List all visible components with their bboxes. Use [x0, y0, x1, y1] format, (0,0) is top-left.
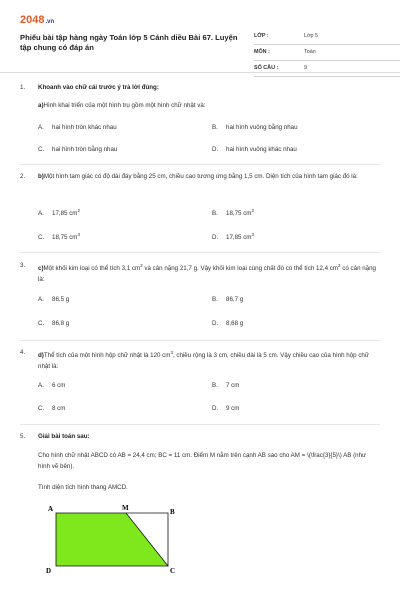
q3-option-d[interactable]: D. 8,68 g [212, 320, 244, 327]
divider [20, 252, 380, 253]
q4-option-a[interactable]: A. 6 cm [38, 382, 66, 389]
q4-option-d[interactable]: D. 9 cm [212, 405, 240, 412]
question-5-heading: Giải bài toán sau: [38, 433, 90, 440]
q3-option-a[interactable]: A. 86,5 g [38, 296, 70, 303]
q1-option-b[interactable]: B. hai hình vuông bằng nhau [212, 124, 298, 131]
page-header [20, 14, 380, 71]
meta-table [254, 29, 400, 77]
label-b: B [170, 508, 175, 516]
q1-option-d[interactable]: D. hai hình vuông khác nhau [212, 146, 297, 153]
divider [20, 164, 380, 165]
trapezoid-figure [40, 500, 190, 580]
q1-option-a[interactable]: A. hai hình tròn khác nhau [38, 124, 117, 131]
q1-option-c[interactable]: C. hai hình tròn bằng nhau [38, 146, 118, 153]
header-divider [0, 72, 400, 73]
worksheet-title: Phiếu bài tập hàng ngày Toán lớp 5 Cánh diều Bài 67. Luyện tập chung có đáp án [20, 33, 238, 52]
q3-option-b[interactable]: B. 86,7 g [212, 296, 244, 303]
question-1-heading: Khoanh vào chữ cái trước ý trả lời đúng: [38, 84, 159, 91]
label-c: C [170, 567, 176, 575]
meta-row-class: LỚP : Lớp 5 [254, 29, 400, 45]
q2-option-b[interactable]: B. 18,75 $cm^2$ [212, 208, 254, 218]
label-a: A [48, 505, 54, 513]
q2-option-d[interactable]: D. 17,85 $cm^3$ [212, 232, 254, 242]
trapezoid-amcd [56, 513, 168, 566]
divider [20, 424, 380, 425]
site-logo[interactable]: 2048.vn [20, 14, 55, 26]
q4-option-c[interactable]: C. 8 cm [38, 405, 66, 412]
divider [20, 340, 380, 341]
meta-row-subject: MÔN : Toán [254, 45, 400, 61]
q3-option-c[interactable]: C. 86,8 g [38, 320, 70, 327]
q4-option-b[interactable]: B. 7 cm [212, 382, 240, 389]
label-d: D [46, 567, 52, 575]
meta-row-count: SỐ CÂU : 9 [254, 61, 400, 77]
q2-option-a[interactable]: A. 17,85 $cm^2$ [38, 208, 80, 218]
label-m: M [122, 504, 129, 512]
q2-option-c[interactable]: C. 18,75 $cm^3$ [38, 232, 80, 242]
